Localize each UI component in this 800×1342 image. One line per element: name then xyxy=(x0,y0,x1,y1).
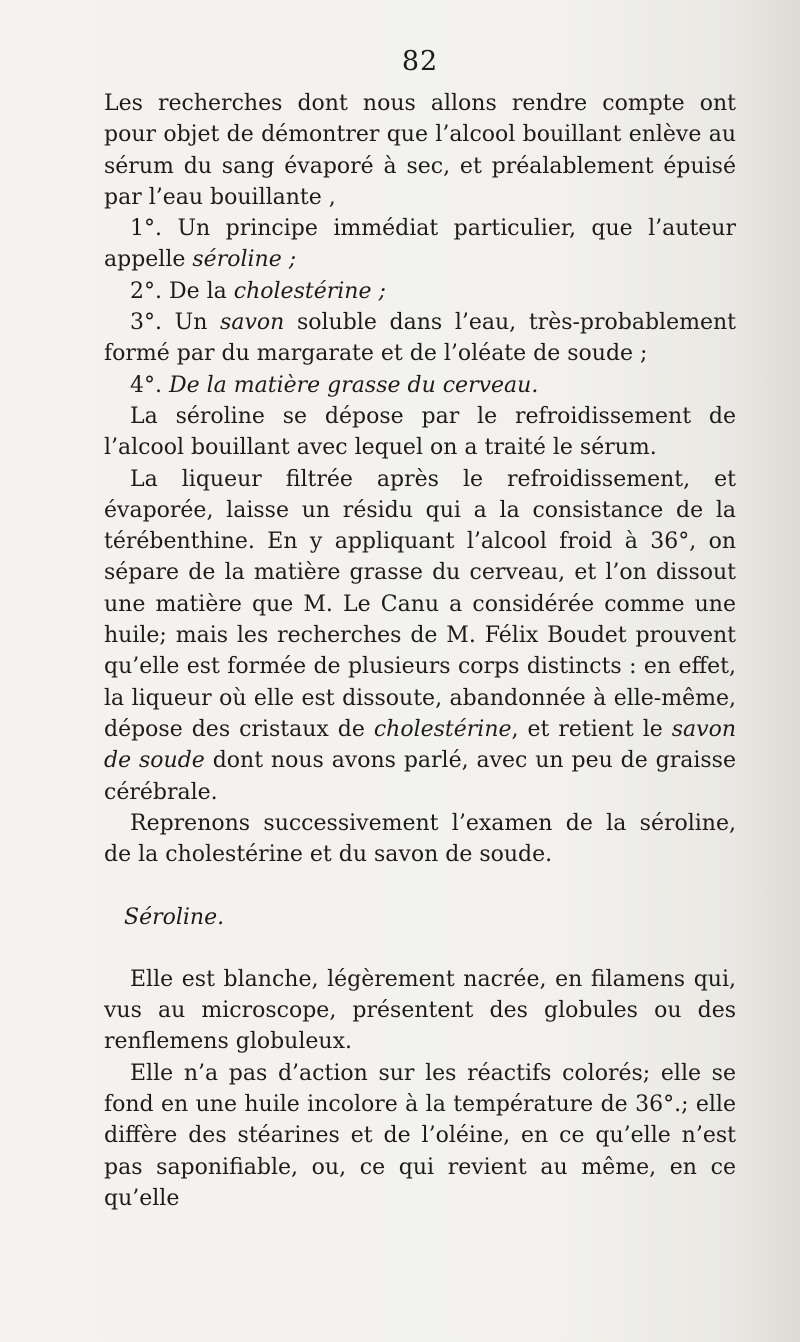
paragraph-item-3 xyxy=(104,307,736,370)
italic-run: De la matière grasse du cerveau. xyxy=(168,372,539,398)
paragraph xyxy=(104,88,736,213)
italic-run: cholestérine xyxy=(373,716,512,742)
text-run: 3°. Un xyxy=(130,310,221,336)
text-run: soluble dans l’eau, très-probablement formé par du margarate et de l’oléate de soude ; xyxy=(104,310,737,367)
paragraph-item-2 xyxy=(104,276,736,307)
text-run: Reprenons successivement l’examen de la séroline, de la cholestérine et du savon de soude. xyxy=(104,810,736,868)
text-run: dont nous avons parlé, avec un peu de graisse cérébrale. xyxy=(104,748,736,805)
text-run: 1°. Un principe immédiat particulier, que l’auteur appelle xyxy=(104,216,736,273)
paragraph-item-4 xyxy=(104,370,736,401)
italic-run: cholestérine ; xyxy=(233,278,386,304)
paragraph xyxy=(104,808,736,871)
paragraph xyxy=(104,964,736,1058)
italic-run: savon xyxy=(220,310,285,336)
paragraph-item-1 xyxy=(104,213,736,276)
text-run: La liqueur filtrée après le refroidissement, et évaporée, laisse un résidu qui a la consistance de la térébenthine. En y appliquant l’alcool froid à 36°, on sépare de la matière grasse du cerveau, et l’on dissout une matière que M. Le Canu a considérée comme une huile; mais les recherches de M. Félix Boudet prouvent qu’elle est formée de plusieurs corps distincts : en effet, la liqueur où elle est dissoute, abandonnée à elle-même, dépose des cristaux de xyxy=(104,466,736,742)
paragraph xyxy=(104,401,736,464)
page-body xyxy=(104,88,736,1214)
paragraph xyxy=(104,464,736,808)
italic-run: savon de soude xyxy=(104,716,737,774)
text-run: 2°. De la xyxy=(130,278,234,304)
paragraph xyxy=(104,1058,736,1214)
text-run: , et retient le xyxy=(511,716,672,742)
text-run: 4°. xyxy=(130,372,169,398)
section-heading: Séroline. xyxy=(124,905,225,931)
text-run: La séroline se dépose par le refroidissement de l’alcool bouillant avec lequel on a traité le sérum. xyxy=(104,403,736,461)
text-run: Elle est blanche, légèrement nacrée, en filamens qui, vus au microscope, présentent des globules ou des renflemens globuleux. xyxy=(104,966,736,1055)
italic-run: séroline ; xyxy=(192,247,297,273)
page-number: 82 xyxy=(401,46,439,77)
text-run: Les recherches dont nous allons rendre compte ont pour objet de démontrer que l’alcool bouillant enlève au sérum du sang évaporé à sec, et préalablement épuisé par l’eau bouillante , xyxy=(104,91,736,210)
text-run: Elle n’a pas d’action sur les réactifs colorés; elle se fond en une huile incolore à la température de 36°.; elle diffère des stéarines et de l’oléine, en ce qu’elle n’est pas saponifiable, ou, ce qui revient au même, en ce qu’elle xyxy=(104,1060,736,1211)
